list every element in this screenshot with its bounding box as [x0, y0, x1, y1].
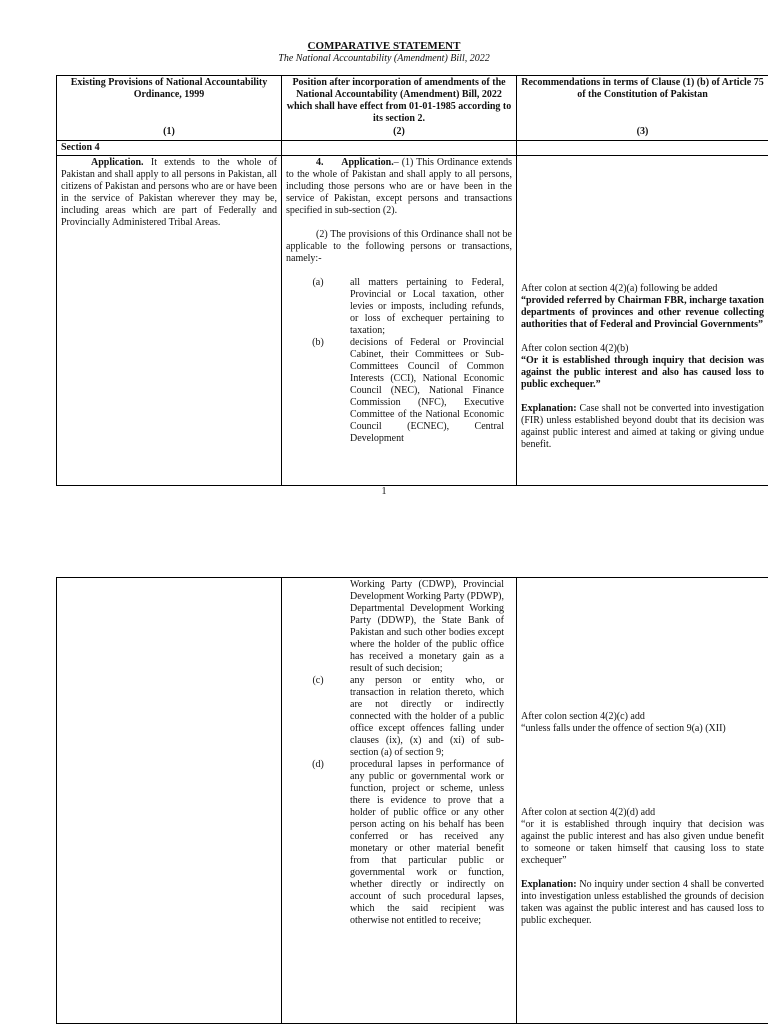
subsection-2-text: (2) The provisions of this Ordinance shall not be applicable to the following persons or transactions, namely:-	[286, 229, 512, 264]
table-row	[57, 156, 768, 486]
explanation-label: Explanation:	[521, 403, 577, 414]
existing-provision-cell	[57, 156, 282, 486]
recommendation-b-text: “Or it is established through inquiry that decision was against the public interest and also has caused loss to public exchequer.”	[521, 355, 764, 390]
header-col-3: Recommendations in terms of Clause (1) (b) of Article 75 of the Constitution of Pakistan (3)	[517, 76, 768, 141]
recommendation-c-text: “unless falls under the offence of section 9(a) (XII)	[521, 723, 726, 734]
page-number: 1	[381, 486, 387, 497]
recommendation-b-intro: After colon section 4(2)(b)	[521, 343, 629, 354]
header-col-1: Existing Provisions of National Accountability Ordinance, 1999 (1)	[57, 76, 282, 141]
recommendation-a-text: “provided referred by Chairman FBR, incharge taxation departments of provinces and other revenue collecting authorities that of Federal and Provincial Governments”	[521, 295, 764, 330]
table-header-row	[57, 76, 768, 141]
clause-b-continued: Working Party (CDWP), Provincial Development Working Party (PDWP), Departmental Development Working Party (DDWP), the State Bank of Pakistan and such other bodies except where the holder of the public office has received a monetary gain as a result of such decision;	[350, 579, 504, 674]
explanation-text: Case shall not be converted into investigation (FIR) unless established beyond doubt that its decision was against public interest and aimed at taking or giving undue benefit.	[521, 403, 764, 450]
existing-provision-text: It extends to the whole of Pakistan and shall apply to all persons in Pakistan, all citizens of Pakistan and persons who are or have been in the service of Pakistan wherever they may be, including areas which are part of Federally and Provincially Administered Tribal Areas.	[61, 157, 277, 228]
amended-provision-cell	[282, 156, 517, 486]
table-row	[57, 578, 768, 1024]
recommendation-a-intro: After colon at section 4(2)(a) following be added	[521, 283, 718, 294]
recommendation-d-intro: After colon at section 4(2)(d) add	[521, 807, 656, 818]
explanation-label: Explanation:	[521, 879, 577, 890]
clause-c: (c) any person or entity who, or transaction in relation thereto, which are not directly or indirectly connected with the holder of a public office except offences falling under clauses (ix), (x) and (xi) of sub-section (a) of section 9;	[312, 675, 504, 758]
recommendation-cell	[517, 578, 768, 1024]
clause-d: (d) procedural lapses in performance of any public or governmental work or function, project or scheme, unless there is evidence to prove that a holder of public office or any other person acting on his behalf has been conferred or has received any monetary or other material benefit from that particular public or governmental work or function, whether directly or indirectly on account of such procedural lapses, which the said recipient was otherwise not entitled to receive;	[312, 759, 504, 926]
recommendation-cell	[517, 156, 768, 486]
document-title: COMPARATIVE STATEMENT	[307, 40, 461, 52]
document-subtitle: The National Accountability (Amendment) Bill, 2022	[278, 53, 490, 64]
clause-b: (b) decisions of Federal or Provincial Cabinet, their Committees or Sub-Committees Council of Common Interests (CCI), National Economic Council (NEC), National Finance Commission (NFC), Executive Committee of the National Economic Council (ECNEC), Central Development	[312, 337, 504, 444]
amended-application-heading: Application.	[341, 157, 394, 168]
amended-provision-cell	[282, 578, 517, 1024]
subsection-1-text: – (1) This Ordinance extends to the whole of Pakistan and shall apply to all persons, including those persons who are or have been in the service of Pakistan, except persons and transactions specified in sub-section (2).	[286, 157, 512, 216]
comparative-table-page-2	[56, 577, 768, 1024]
recommendation-c-intro: After colon section 4(2)(c) add	[521, 711, 645, 722]
clause-a: (a) all matters pertaining to Federal, Provincial or Local taxation, other levies or imposts, including refunds, or loss of exchequer pertaining to taxation;	[312, 277, 504, 336]
explanation-text: No inquiry under section 4 shall be converted into investigation unless established the grounds of decision taken was against the public interest and has caused loss to public exchequer.	[521, 879, 764, 926]
recommendation-d-text: “or it is established through inquiry that decision was against the public interest and has also given undue benefit to someone or taken himself that causing loss to state exchequer”	[521, 819, 764, 866]
comparative-table-page-1	[56, 75, 768, 486]
existing-provision-cell	[57, 578, 282, 1024]
section-label: Section 4	[57, 141, 282, 156]
application-heading: Application.	[91, 157, 144, 168]
section-number: 4.	[316, 157, 324, 168]
header-col-2: Position after incorporation of amendments of the National Accountability (Amendment) Bill, 2022 which shall have effect from 01-01-1985 according to its section 2. (2)	[282, 76, 517, 141]
section-label-row	[57, 141, 768, 156]
